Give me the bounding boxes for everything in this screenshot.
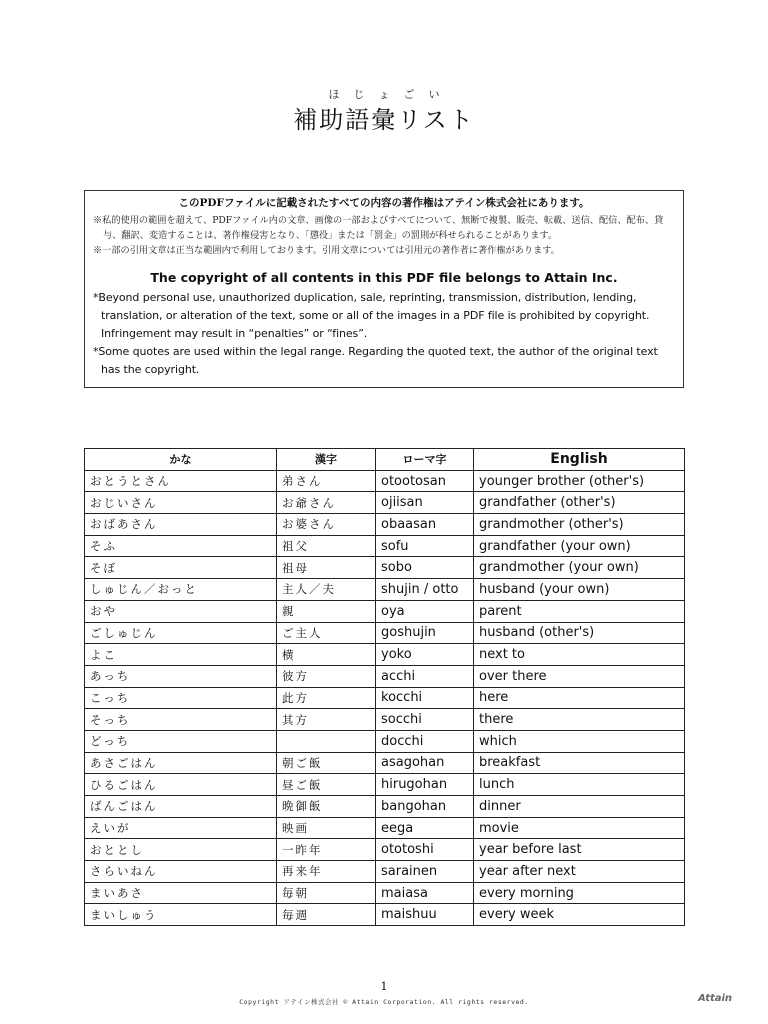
romaji-cell: sarainen	[376, 861, 474, 883]
kana-cell: まいあさ	[85, 882, 277, 904]
romaji-cell: kocchi	[376, 687, 474, 709]
copyright-notice-box	[84, 190, 684, 388]
kana-cell: ばんごはん	[85, 796, 277, 818]
kanji-cell: お爺さん	[277, 492, 376, 514]
table-row	[85, 644, 685, 666]
english-cell: year before last	[474, 839, 685, 861]
romaji-cell: yoko	[376, 644, 474, 666]
english-cell: parent	[474, 600, 685, 622]
english-cell: over there	[474, 665, 685, 687]
column-header-english: English	[474, 449, 685, 471]
notice-jp-paragraph-1: ※私的使用の範囲を超えて、PDFファイル内の文章、画像の一部およびすべてについて、無断で複製、販売、転載、送信、配信、配布、貸与、翻訳、変造することは、著作権侵害となり、「懲役」または「罰金」の罰則が科せられることがあります。	[93, 215, 664, 241]
romaji-cell: socchi	[376, 709, 474, 731]
title-furigana: ほじょごい	[328, 88, 454, 101]
english-cell: there	[474, 709, 685, 731]
kanji-cell: 昼ご飯	[277, 774, 376, 796]
romaji-cell: maiasa	[376, 882, 474, 904]
table-row	[85, 904, 685, 926]
table-row	[85, 882, 685, 904]
kana-cell: よこ	[85, 644, 277, 666]
romaji-cell: oya	[376, 600, 474, 622]
kana-cell: そふ	[85, 535, 277, 557]
romaji-cell: maishuu	[376, 904, 474, 926]
english-cell: next to	[474, 644, 685, 666]
kanji-cell: 毎朝	[277, 882, 376, 904]
english-cell: every morning	[474, 882, 685, 904]
romaji-cell: eega	[376, 817, 474, 839]
romaji-cell: acchi	[376, 665, 474, 687]
english-cell: younger brother (other's)	[474, 470, 685, 492]
kanji-cell: 映画	[277, 817, 376, 839]
table-row	[85, 600, 685, 622]
kanji-cell: 其方	[277, 709, 376, 731]
kana-cell: おととし	[85, 839, 277, 861]
vocabulary-table-body	[85, 470, 685, 925]
kanji-cell: 主人／夫	[277, 579, 376, 601]
kana-cell: どっち	[85, 730, 277, 752]
kana-cell: さらいねん	[85, 861, 277, 883]
notice-en-heading: The copyright of all contents in this PDF file belongs to Attain Inc.	[150, 270, 618, 285]
kana-cell: しゅじん／おっと	[85, 579, 277, 601]
table-row	[85, 514, 685, 536]
vocabulary-table	[84, 448, 685, 926]
kana-cell: ごしゅじん	[85, 622, 277, 644]
romaji-cell: sofu	[376, 535, 474, 557]
table-row	[85, 817, 685, 839]
table-row	[85, 730, 685, 752]
romaji-cell: bangohan	[376, 796, 474, 818]
kanji-cell	[277, 730, 376, 752]
romaji-cell: docchi	[376, 730, 474, 752]
english-cell: which	[474, 730, 685, 752]
kana-cell: こっち	[85, 687, 277, 709]
romaji-cell: sobo	[376, 557, 474, 579]
romaji-cell: ojiisan	[376, 492, 474, 514]
kana-cell: おばあさん	[85, 514, 277, 536]
notice-jp-heading: このPDFファイルに記載されたすべての内容の著作権はアテイン株式会社にあります。	[178, 197, 590, 209]
kanji-cell: 祖母	[277, 557, 376, 579]
footer-copyright: Copyright アテイン株式会社 © Attain Corporation. All rights reserved.	[239, 998, 529, 1006]
kanji-cell: 朝ご飯	[277, 752, 376, 774]
column-header-kanji: 漢字	[277, 449, 376, 471]
english-cell: dinner	[474, 796, 685, 818]
english-cell: every week	[474, 904, 685, 926]
romaji-cell: shujin / otto	[376, 579, 474, 601]
kana-cell: そっち	[85, 709, 277, 731]
notice-en-paragraph-2: *Some quotes are used within the legal range. Regarding the quoted text, the author of the original text has the copyright.	[93, 345, 658, 376]
kanji-cell: ご主人	[277, 622, 376, 644]
english-cell: grandfather (your own)	[474, 535, 685, 557]
romaji-cell: asagohan	[376, 752, 474, 774]
table-row	[85, 535, 685, 557]
kana-cell: おじいさん	[85, 492, 277, 514]
column-header-romaji: ローマ字	[376, 449, 474, 471]
column-header-kana: かな	[85, 449, 277, 471]
kana-cell: えいが	[85, 817, 277, 839]
table-row	[85, 665, 685, 687]
notice-en-paragraph-1: *Beyond personal use, unauthorized duplication, sale, reprinting, transmission, distribution, lending, translation, or alteration of the text, some or all of the images in a PDF file is prohibited by copyright. Infringement may result in “penalties” or “fines”.	[93, 291, 650, 340]
notice-jp-paragraph-2: ※一部の引用文章は正当な範囲内で利用しております。引用文章については引用元の著作者に著作権があります。	[93, 245, 560, 256]
english-cell: husband (your own)	[474, 579, 685, 601]
english-cell: husband (other's)	[474, 622, 685, 644]
romaji-cell: otootosan	[376, 470, 474, 492]
kanji-cell: 晩御飯	[277, 796, 376, 818]
english-cell: year after next	[474, 861, 685, 883]
table-row	[85, 492, 685, 514]
kanji-cell: 一昨年	[277, 839, 376, 861]
kana-cell: ひるごはん	[85, 774, 277, 796]
table-header-row	[85, 449, 685, 471]
kana-cell: あさごはん	[85, 752, 277, 774]
kana-cell: まいしゅう	[85, 904, 277, 926]
romaji-cell: ototoshi	[376, 839, 474, 861]
table-row	[85, 687, 685, 709]
romaji-cell: obaasan	[376, 514, 474, 536]
english-cell: movie	[474, 817, 685, 839]
kana-cell: おや	[85, 600, 277, 622]
kanji-cell: 祖父	[277, 535, 376, 557]
table-row	[85, 796, 685, 818]
attain-logo: Attain	[698, 993, 733, 1004]
kanji-cell: 親	[277, 600, 376, 622]
kanji-cell: 再来年	[277, 861, 376, 883]
english-cell: here	[474, 687, 685, 709]
table-row	[85, 774, 685, 796]
english-cell: grandmother (your own)	[474, 557, 685, 579]
english-cell: grandfather (other's)	[474, 492, 685, 514]
kana-cell: おとうとさん	[85, 470, 277, 492]
table-row	[85, 709, 685, 731]
table-row	[85, 579, 685, 601]
table-row	[85, 557, 685, 579]
kanji-cell: 毎週	[277, 904, 376, 926]
kana-cell: そぼ	[85, 557, 277, 579]
page-title: 補助語彙リスト	[293, 106, 475, 134]
kana-cell: あっち	[85, 665, 277, 687]
romaji-cell: hirugohan	[376, 774, 474, 796]
kanji-cell: 横	[277, 644, 376, 666]
english-cell: lunch	[474, 774, 685, 796]
kanji-cell: 此方	[277, 687, 376, 709]
romaji-cell: goshujin	[376, 622, 474, 644]
table-row	[85, 861, 685, 883]
page-number: 1	[380, 980, 388, 993]
table-row	[85, 752, 685, 774]
table-row	[85, 622, 685, 644]
kanji-cell: お婆さん	[277, 514, 376, 536]
table-row	[85, 470, 685, 492]
english-cell: breakfast	[474, 752, 685, 774]
table-row	[85, 839, 685, 861]
english-cell: grandmother (other's)	[474, 514, 685, 536]
kanji-cell: 弟さん	[277, 470, 376, 492]
kanji-cell: 彼方	[277, 665, 376, 687]
